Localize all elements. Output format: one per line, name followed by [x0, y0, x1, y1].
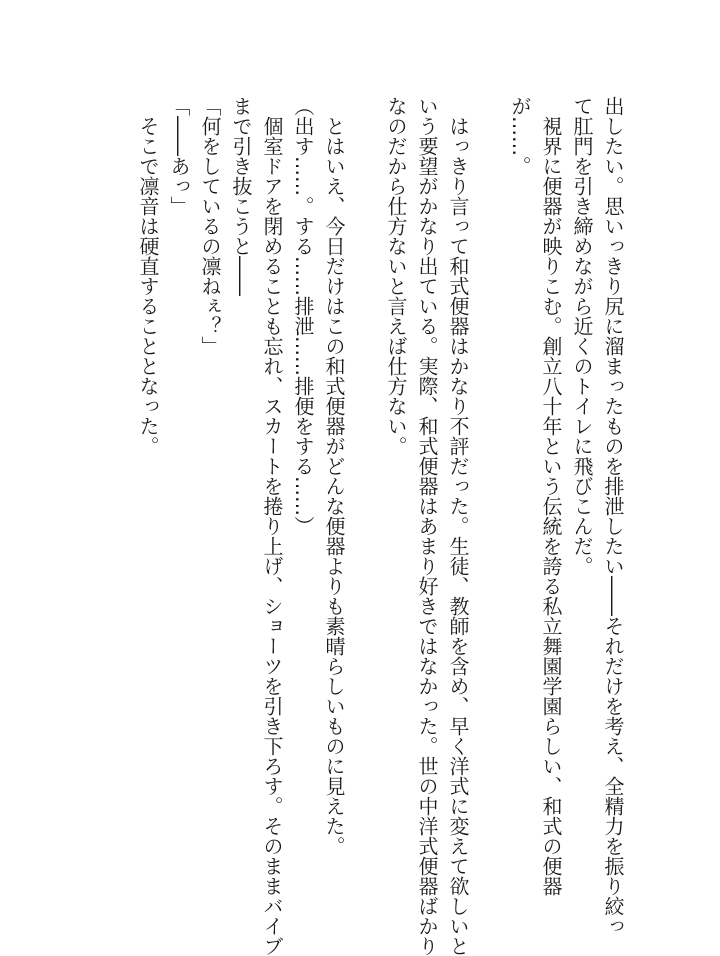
text-line: とはいえ、今日だけはこの和式便器がどんな便器よりも素晴らしいものに見えた。 — [322, 96, 346, 856]
text-line: 出したい。思いっきり尻に溜まったものを排泄したい――それだけを考え、全精力を振り絞っ — [601, 96, 625, 936]
vertical-text-body — [132, 96, 628, 956]
text-line: 「――あっ」 — [167, 96, 191, 216]
text-line: て肛門を引き締めながら近くのトイレに飛びこんだ。 — [570, 96, 594, 576]
paragraph-gap — [473, 96, 504, 876]
text-line: （出す……。する……排泄……排便をする……） — [291, 96, 315, 536]
text-line: まで引き抜こうと―― — [229, 96, 253, 296]
text-line: 視界に便器が映りこむ。創立八十年という伝統を誇る私立舞園学園らしい、和式の便器 — [539, 96, 563, 896]
paragraph-gap — [349, 96, 380, 876]
text-line: そこで凛音は硬直することとなった。 — [136, 96, 160, 456]
text-line: いう要望がかなり出ている。実際、和式便器はあまり好きではなかった。世の中洋式便器ばかり — [415, 96, 439, 956]
text-line: が……。 — [508, 96, 532, 176]
text-line: なのだから仕方ないと言えば仕方ない。 — [384, 96, 408, 456]
text-line: 「何をしているの凛ねぇ？」 — [198, 96, 222, 356]
text-line: 個室ドアを閉めることも忘れ、スカートを捲り上げ、ショーツを引き下ろす。そのままバイブ — [260, 96, 284, 956]
text-line: はっきり言って和式便器はかなり不評だった。生徒、教師を含め、早く洋式に変えて欲しいと — [446, 96, 470, 956]
